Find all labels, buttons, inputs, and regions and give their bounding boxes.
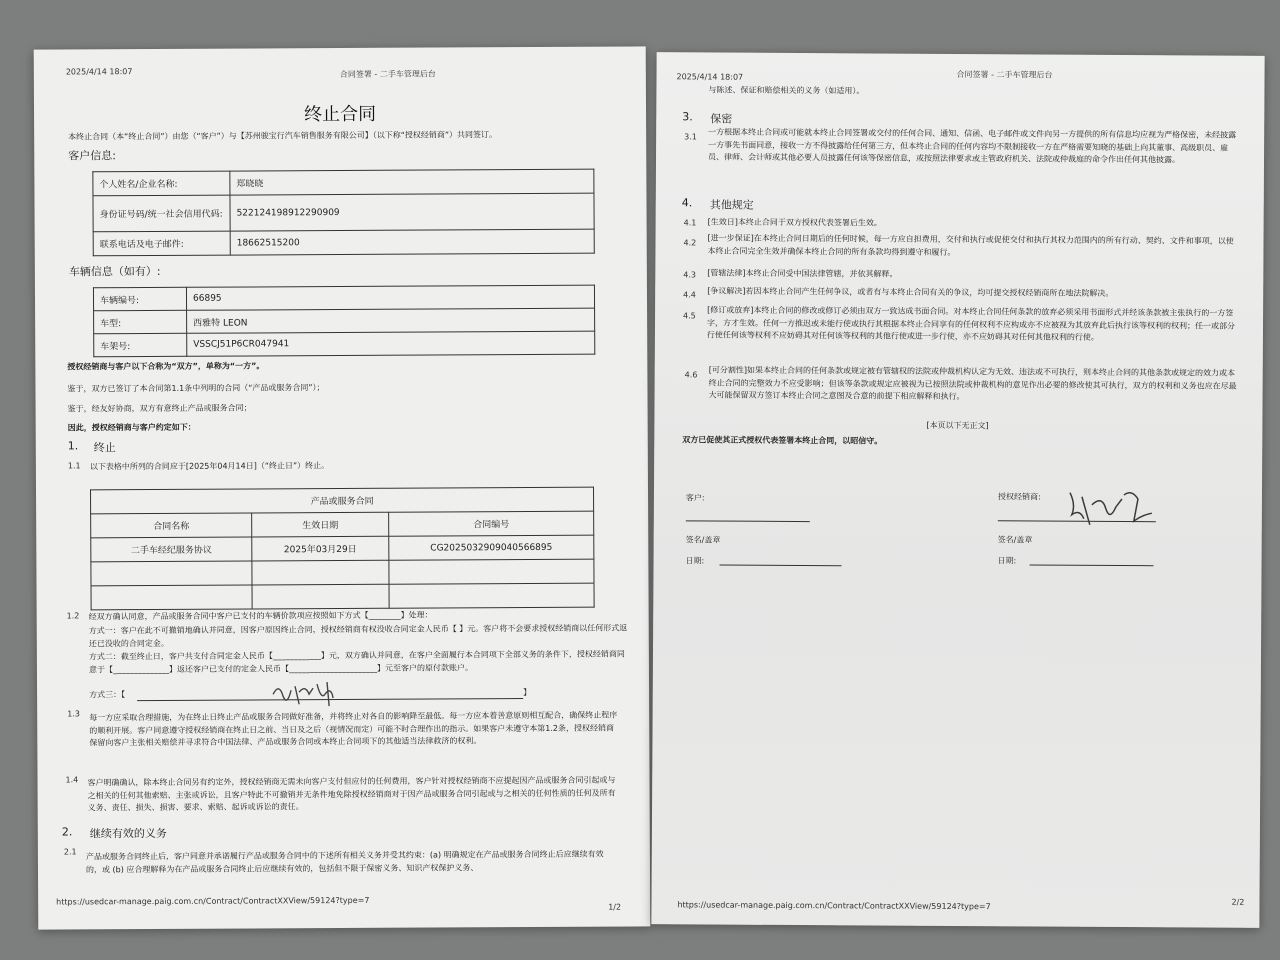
customer-row <box>93 229 594 256</box>
contract-page-2 <box>651 52 1264 928</box>
clause-number: 4.4 <box>683 290 696 300</box>
table-cell: 二手车经纪服务协议 <box>91 537 252 562</box>
table-header-row <box>91 511 594 538</box>
clause-2-1-text: 产品或服务合同终止后，客户同意并承诺履行产品或服务合同中的下述所有相关义务并受其约束：(a) 明确规定在产品或服务合同终止后应继续有效的，或 (b) 应合理解释为在产品或服务合同终止后应继续有效的，包括但不限于保密义务、知识产权保护义务、 <box>85 849 604 874</box>
customer-info-table <box>92 169 594 257</box>
section-3-number: 3. <box>682 110 693 124</box>
whereas-1: 鉴于，双方已签订了本合同第1.1条中列明的合同（“产品或服务合同”）； <box>67 383 325 394</box>
print-site-title: 合同签署 - 二手车管理后台 <box>339 69 436 80</box>
section-1-title: 终止 <box>93 441 116 455</box>
intro-paragraph: 本终止合同（本“终止合同”）由您（“客户”）与【苏州骏宝行汽车销售服务有限公司】（以下称“授权经销商”）共同签订。 <box>68 130 498 142</box>
dealer-handwritten-signature <box>1062 485 1158 530</box>
clause-number: 1.1 <box>67 461 81 471</box>
table-caption: 产品或服务合同 <box>91 487 594 514</box>
clause-number: 3.1 <box>684 132 697 142</box>
customer-info-heading: 客户信息: <box>68 149 117 163</box>
clause-4-2-text: [进一步保证]在本终止合同日期后的任何时候，每一方应自担费用，交付和执行或促使交付和执行其权力范围内的所有行动、契约、文件和事项，以使本终止合同完全生效并确保本终止合同的所有条款均得到遵守和履行。 <box>707 233 1234 257</box>
table-cell <box>91 585 252 610</box>
table-row <box>91 535 594 562</box>
clause-number: 4.5 <box>683 311 696 321</box>
clause-number: 4.6 <box>684 370 698 380</box>
clause-1-4-text: 客户明确确认，除本终止合同另有约定外，授权经销商无需未向客户支付但应付的任何费用，客户针对授权经销商不应提起因产品或服务合同引起或与之相关的任何其他索赔、主张或诉讼，且客户特此不可撤销并无条件地免除授权经销商对于因产品或服务合同引起或与之相关的任何性质的任何及所有义务、责任、损失、损害、要求、索赔、起诉或诉讼的责任。 <box>87 775 616 813</box>
customer-date-line[interactable] <box>720 565 842 567</box>
column-header: 生效日期 <box>252 512 389 537</box>
row-label: 车辆编号: <box>93 287 186 310</box>
section-2-title: 继续有效的义务 <box>89 826 167 841</box>
row-label: 个人姓名/企业名称: <box>93 171 230 196</box>
clause-number: 4.1 <box>683 218 697 228</box>
row-label: 身份证号码/统一社会信用代码: <box>93 195 230 232</box>
row-value: 郑晓晓 <box>230 169 594 195</box>
row-value: VSSCJ51P6CR047941 <box>187 331 595 356</box>
row-label: 联系电话及电子邮件: <box>93 231 230 256</box>
customer-row <box>93 193 594 232</box>
table-cell <box>252 560 389 585</box>
clause-4-4-text: [争议解决]若因本终止合同产生任何争议，或者有与本终止合同有关的争议，均可提交授权经销商所在地法院解决。 <box>707 286 1114 298</box>
clause-number: 2.1 <box>63 847 77 857</box>
dealer-sign-seal-label: 签名/盖章 <box>997 535 1033 545</box>
contract-page-1 <box>34 46 651 929</box>
section-3-title: 保密 <box>710 112 733 126</box>
print-datetime: 2025/4/14 18:07 <box>676 72 744 82</box>
vehicle-row <box>94 308 595 334</box>
row-label: 车架号: <box>94 333 187 356</box>
page-title: 终止合同 <box>303 103 377 126</box>
column-header: 合同编号 <box>389 511 594 536</box>
table-caption-row <box>91 487 594 514</box>
clause-4-3-text: [管辖法律]本终止合同受中国法律管辖，并依其解释。 <box>707 268 898 279</box>
no-text-below: [本页以下无正文] <box>926 420 989 431</box>
clause-4-5-text: [修订或放弃]本终止合同的修改或修订必须由双方一致达成书面合同。对本终止合同任何条款的放弃必须采用书面形式并经该条款被主张执行的一方签字，方才生效。任何一方推迟或未能行使或执行其根据本终止合同享有的任何权利不应构成亦不应被视为其放弃此后执行该等权利的权利；任一或部分行使任何该等权利不应妨碍其对任何该等权利的其他行使或进一步行使，亦不应妨碍其对任何其他权利的行使。 <box>706 305 1236 343</box>
section-1-number: 1. <box>67 439 79 453</box>
vehicle-info-table <box>93 285 595 358</box>
clause-1-2-way2: 方式二：截至终止日，客户共支付合同定金人民币【____________】元，双方确认并同意，在客户全面履行本合同项下全部义务的条件下，授权经销商同意于【______________】返还客户已支付的定金人民币【______________________】元至客户的原付款账户。 <box>88 649 625 674</box>
table-cell <box>389 583 594 608</box>
clause-1-3-text: 每一方应采取合理措施，为在终止日终止产品或服务合同做好准备，并将终止对各自的影响降至最低。每一方应本着善意原则相互配合，确保终止程序的顺利开展。客户同意遵守授权经销商在终止日之前、当日及之后（视情况而定）可能不时合理作出的指示。如果客户未遵守本第1.2条，授权经销商保留向客户主张相关赔偿并寻求符合中国法律、产品或服务合同或本终止合同项下的其他适当法律救济的权利。 <box>89 710 618 748</box>
row-value: 66895 <box>186 285 594 310</box>
vehicle-row <box>94 331 595 357</box>
table-cell <box>389 559 594 584</box>
customer-date-label: 日期: <box>685 556 705 566</box>
terminated-contracts-table <box>90 487 595 611</box>
clause-3-1-text: 一方根据本终止合同或可能就本终止合同签署或交付的任何合同、通知、信函、电子邮件或文件向另一方提供的所有信息均应视为严格保密，未经披露一方事先书面同意，接收一方不得披露给任何第三方，但本终止合同的任何内容均不限制接收一方在严格需要知晓的基础上向其董事、高级职员、雇员、律师、会计师或其他必要人员披露任何该等保密信息，或按照法律要求或主管政府机关、法院或仲裁庭的命令作出任何其他披露。 <box>708 127 1237 165</box>
vehicle-info-heading: 车辆信息（如有）: <box>68 264 161 279</box>
table-cell: 2025年03月29日 <box>252 536 389 561</box>
customer-signature-line[interactable] <box>686 520 810 522</box>
customer-sign-label: 客户: <box>685 493 705 503</box>
table-row <box>91 559 594 586</box>
row-value: 18662515200 <box>230 229 594 255</box>
row-value: 西雅特 LEON <box>187 308 595 333</box>
clause-1-2-text: 经双方确认同意，产品或服务合同中客户已支付的车辆价款项应按照如下方式【________】处理： <box>88 610 433 622</box>
page-number: 1/2 <box>608 902 622 912</box>
clause-1-2-way1: 方式一：客户在此不可撤销地确认并同意，因客户原因终止合同，授权经销商有权没收合同定金人民币【 】元。客户将不会要求授权经销商以任何形式返还已没收的合同定金。 <box>88 623 628 648</box>
table-cell <box>91 561 252 586</box>
clause-number: 4.2 <box>683 238 697 248</box>
row-value: 522124198912290909 <box>230 193 594 231</box>
dealer-date-label: 日期: <box>997 556 1017 566</box>
footer-url: https://usedcar-manage.paig.com.cn/Contract/ContractXXView/59124?type=7 <box>677 900 991 912</box>
therefore-line: 因此，授权经销商与客户约定如下： <box>67 422 196 433</box>
print-site-title: 合同签署 - 二手车管理后台 <box>956 69 1053 80</box>
table-cell <box>252 584 389 609</box>
clause-number: 4.3 <box>683 270 697 280</box>
customer-sign-seal-label: 签名/盖章 <box>685 535 721 545</box>
customer-row <box>93 169 594 196</box>
column-header: 合同名称 <box>91 513 252 538</box>
table-row <box>91 583 594 610</box>
vehicle-row <box>93 285 594 311</box>
print-datetime: 2025/4/14 18:07 <box>65 67 133 77</box>
page-number: 2/2 <box>1231 897 1245 907</box>
table-cell: CG2025032909040566895 <box>389 535 594 560</box>
whereas-2: 鉴于，经友好协商，双方有意终止产品或服务合同； <box>67 403 252 414</box>
section-4-title: 其他规定 <box>709 198 754 212</box>
clause-number: 1.2 <box>66 611 80 621</box>
row-label: 车型: <box>94 310 187 333</box>
clause-number: 1.4 <box>65 775 79 785</box>
way3-bracket-close: 】 <box>523 688 532 698</box>
clause-number: 1.3 <box>67 709 80 719</box>
clause-1-2-way3: 方式三：【 <box>89 690 126 700</box>
continued-text: 与陈述、保证和赔偿相关的义务（如适用）。 <box>708 85 865 96</box>
dealer-date-line[interactable] <box>1030 564 1154 566</box>
clause-4-6-text: [可分割性]如果本终止合同的任何条款或规定被有管辖权的法院或仲裁机构认定为无效、违法或不可执行，则本终止合同的其他条款或规定的效力或本终止合同的完整效力不应受影响；但该等条款或规定应被视为已按照法院或仲裁机构的意见作出必要的修改使其可执行，双方的权利和义务也应在尽最大可能保留双方签订本终止合同之意图及合意的前提下相应解释和执行。 <box>708 365 1237 402</box>
clause-4-1-text: [生效日]本终止合同于双方授权代表签署后生效。 <box>707 217 882 228</box>
footer-url: https://usedcar-manage.paig.com.cn/Contract/ContractXXView/59124?type=7 <box>56 895 370 907</box>
section-2-number: 2. <box>61 825 73 839</box>
dealer-sign-label: 授权经销商: <box>997 492 1041 502</box>
parties-definition: 授权经销商与客户以下合称为“双方”，单称为“一方”。 <box>67 361 265 372</box>
clause-1-1-text: 以下表格中所列的合同应于[2025年04月14日]（“终止日”）终止。 <box>89 461 330 472</box>
handwritten-initials <box>269 676 349 710</box>
section-4-number: 4. <box>681 196 693 210</box>
witness-clause: 双方已促使其正式授权代表签署本终止合同，以昭信守。 <box>682 435 883 446</box>
